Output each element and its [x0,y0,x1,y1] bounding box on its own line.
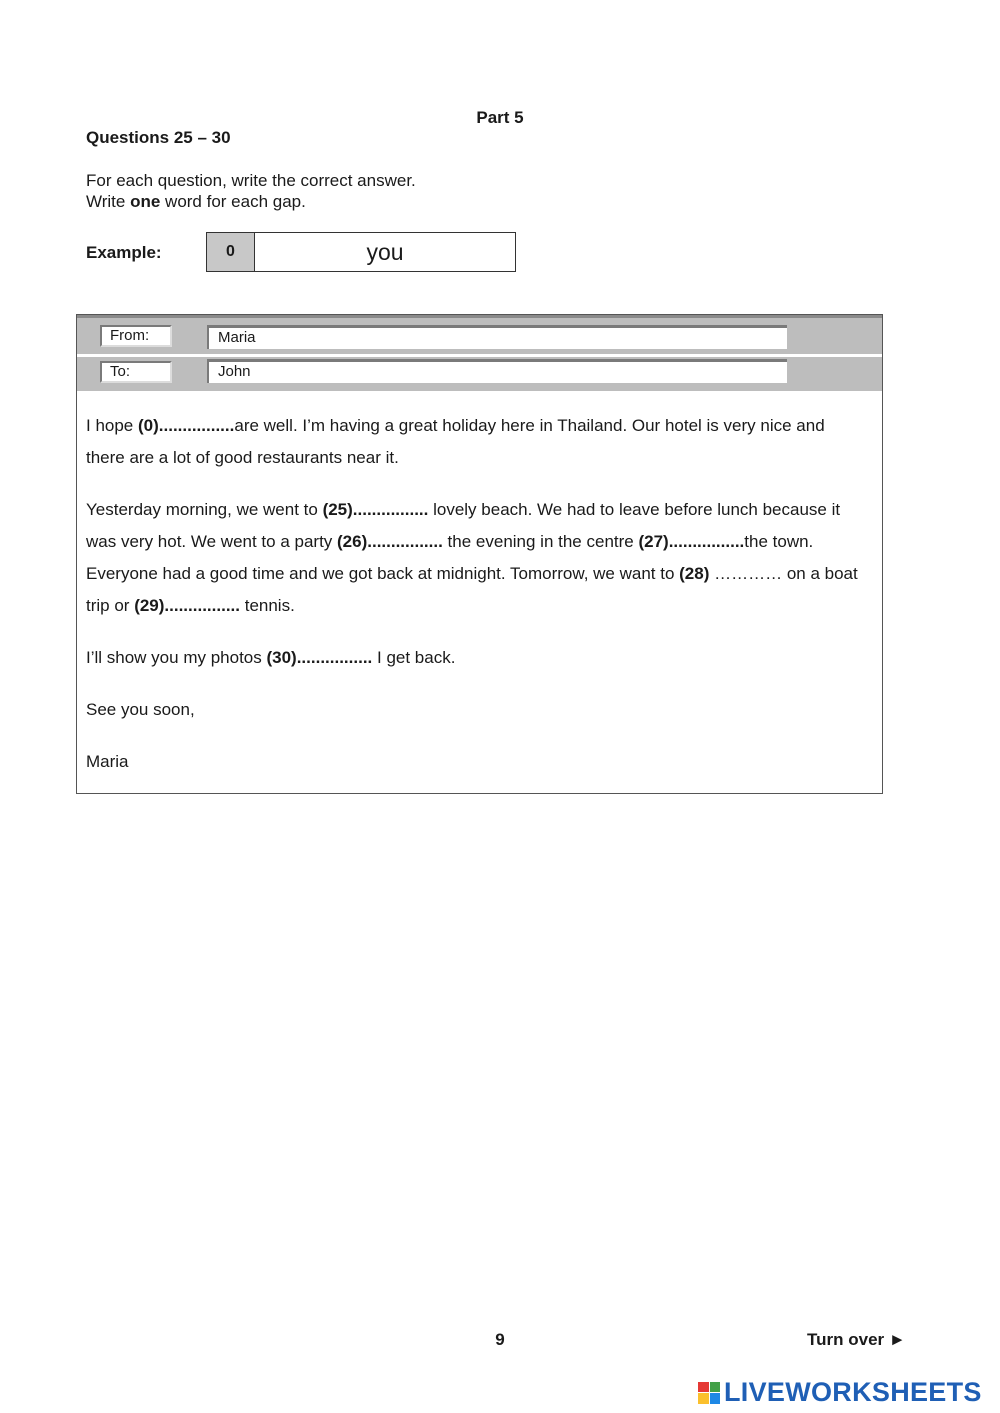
logo-square [698,1393,709,1404]
header-divider [77,354,882,357]
to-label: To: [100,361,172,383]
email-header [77,315,882,391]
paragraph-1: I hope (0)................are well. I’m having a great holiday here in Thailand. Our hotel is very nice and there are a lot of good restaurants near it. [86,416,825,467]
turn-over-label: Turn over ► [807,1330,906,1349]
gap-0[interactable]: (0)................ [138,416,235,435]
gap-27[interactable]: (27)................ [638,532,745,551]
logo-text: LIVEWORKSHEETS [724,1377,982,1407]
part-title: Part 5 [476,108,524,127]
paragraph-3: I’ll show you my photos (30)................ I get back. [86,648,456,667]
sign-off: See you soon, [86,700,195,719]
to-field: John [207,359,787,383]
liveworksheets-logo [698,1377,982,1408]
instruction-line-1: For each question, write the correct answer. [86,171,416,190]
example-box [206,232,516,272]
logo-square [710,1393,721,1404]
gap-29[interactable]: (29)................ [134,596,240,615]
instructions [86,170,416,212]
email-body [86,410,866,778]
page-number: 9 [495,1330,505,1349]
logo-square [698,1382,709,1393]
questions-heading: Questions 25 – 30 [86,128,231,147]
example-answer: you [366,238,404,265]
gap-28[interactable]: (28) [679,564,710,583]
instruction-line-2: Write one word for each gap. [86,192,306,211]
from-label: From: [100,325,172,347]
gap-30[interactable]: (30)................ [266,648,373,667]
gap-25[interactable]: (25)................ [322,500,429,519]
signature: Maria [86,752,129,771]
logo-mark-icon [698,1382,720,1404]
from-field: Maria [207,325,787,349]
email-panel [76,314,883,794]
paragraph-2: Yesterday morning, we went to (25)................ lovely beach. We had to leave before lunch because it was very hot. We went to a party (26)................ the evening in the centre (27)................the town. Everyone had a good time and we got back at midnight. Tomorrow, we want to (28) ………… on a boat trip or (29)................ tennis. [86,500,858,615]
example-number: 0 [207,233,255,271]
example-label: Example: [86,243,162,262]
gap-26[interactable]: (26)................ [337,532,443,551]
logo-square [710,1382,721,1393]
